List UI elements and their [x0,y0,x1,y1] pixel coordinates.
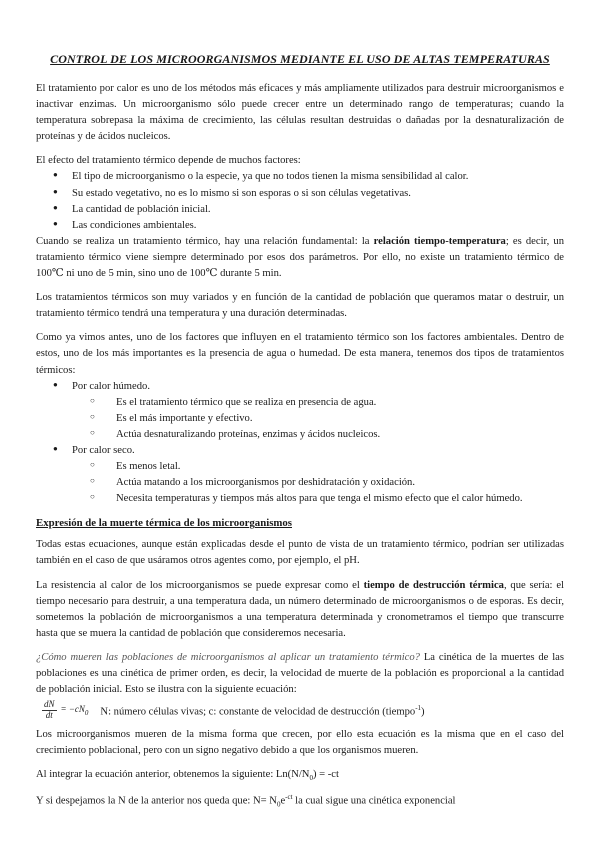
como-mueren-paragraph: ¿Cómo mueren las poblaciones de microorganismos al aplicar un tratamiento térmico? La cinética de la muertes de las poblaciones es una cinética de primer orden, es decir, la velocidad de muerte de la población es proporcional a la cantidad de población inicial. Esto se ilustra con la siguiente ecuación: [36,651,565,696]
sublist-item: ○ Actúa matando a los microorganismos por deshidratación y oxidación. [36,475,564,491]
list-item: ● Las condiciones ambientales. [36,218,564,234]
ecuaciones-paragraph: Todas estas ecuaciones, aunque están explicadas desde el punto de vista de un tratamiento térmico, podrían ser utilizadas también en el caso de que usáramos otros agentes como, por ejemplo, el pH. [36,539,564,567]
list-item: ● Por calor húmedo. ○ Es el tratamiento térmico que se realiza en presencia de agua. ○ Es el más importante y efectivo. ○ Actúa desnaturalizando proteínas, enzimas y ácidos nucleicos. [36,379,564,443]
factores-ambientales-paragraph: Como ya vimos antes, uno de los factores que influyen en el tratamiento térmico son los factores ambientales. Dentro de estos, uno de los más importantes es la presencia de agua o humedad. De esta manera, tenemos dos tipos de tratamientos térmicos: [36,332,564,376]
equation-legend: N: número células vivas; c: constante de velocidad de destrucción (tiempo$^{-1}$) [100,703,425,718]
tipos-list [36,379,564,508]
sublist [36,459,564,507]
sublist-item: ○ Actúa desnaturalizando proteínas, enzimas y ácidos nucleicos. [36,427,564,443]
list-item: ● La cantidad de población inicial. [36,202,564,218]
tiempo-temperatura-paragraph: Cuando se realiza un tratamiento térmico, hay una relación fundamental: la relación tiempo-temperatura; es decir, un tratamiento térmico viene siempre determinado por esos dos parámetros. Por ello, no existe un tratamiento térmico de 100℃ ni uno de 5 min, sino uno de 100℃ durante 5 min. [36,235,565,280]
variados-paragraph: Los tratamientos térmicos son muy variados y en función de la cantidad de población que queramos matar o destruir, un tratamiento térmico tendrá una temperatura y una duración determinadas. [36,292,564,320]
resistencia-paragraph: La resistencia al calor de los microorganismos se puede expresar como el tiempo de destrucción térmica, que sería: el tiempo necesario para destruir, a una temperatura dada, un número determinado de microorganismos o de esporas. Es decir, sometemos la población de microorganismos a una temperatura determinada y cronometramos el tiempo que transcurre hasta que se muera la cantidad de población que consideremos necesaria. [36,579,564,639]
bold-term: tiempo de destrucción térmica [363,579,504,591]
equation [36,700,564,721]
sublist-item: ○ Es el más importante y efectivo. [36,411,564,427]
question-text: ¿Cómo mueren las poblaciones de microorganismos al aplicar un tratamiento térmico? [36,651,420,663]
list-item: ● Por calor seco. ○ Es menos letal. ○ Actúa matando a los microorganismos por deshidratación y oxidación. ○ Necesita temperaturas y tiempos más altos para que tenga el mismo efecto que el calor húmedo. [36,443,564,507]
despejamos-paragraph: Y si despejamos la N de la anterior nos queda que: $N= N_0e^{-ct}$ la cual sigue una cinética exponencial [36,792,456,809]
page-title: CONTROL DE LOS MICROORGANISMOS MEDIANTE EL USO DE ALTAS TEMPERATURAS [50,52,550,66]
section-heading: Expresión de la muerte térmica de los microorganismos [36,517,292,530]
equation-rhs: = $-cN_0$ [60,704,89,717]
sublist-item: ○ Necesita temperaturas y tiempos más altos para que tenga el mismo efecto que el calor húmedo. [36,491,564,507]
sublist-item: ○ Es el tratamiento térmico que se realiza en presencia de agua. [36,395,564,411]
integrar-paragraph: Al integrar la ecuación anterior, obtenemos la siguiente: $Ln(N/N_0) = -ct$ [36,769,339,783]
list-item: ● Su estado vegetativo, no es lo mismo si son esporas o si son células vegetativas. [36,186,564,202]
intro-paragraph: El tratamiento por calor es uno de los métodos más eficaces y más ampliamente utilizados para destruir microorganismos e inactivar enzimas. Un microorganismo sólo puede crecer entre un determinado rango de temperaturas; cuando la temperatura sobrepasa la máxima de crecimiento, las células resultan destruidas o dañadas por la desnaturalización de proteínas y de ácidos nucleicos. [36,83,564,143]
mueren-paragraph: Los microorganismos mueren de la misma forma que crecen, por ello esta ecuación es la misma que en el caso del crecimiento poblacional, pero con un signo negativo debido a que los organismos mueren. [36,728,564,757]
efecto-lead: El efecto del tratamiento térmico depende de muchos factores: [36,155,301,167]
sublist [36,395,564,443]
bold-term: relación tiempo-temperatura [373,235,506,247]
equation-fraction: $\frac{dN}{dt}$ [44,699,55,721]
sublist-item: ○ Es menos letal. [36,459,564,475]
factores-list [36,169,564,233]
list-item: ● El tipo de microorganismo o la especie, ya que no todos tienen la misma sensibilidad al calor. [36,169,564,185]
